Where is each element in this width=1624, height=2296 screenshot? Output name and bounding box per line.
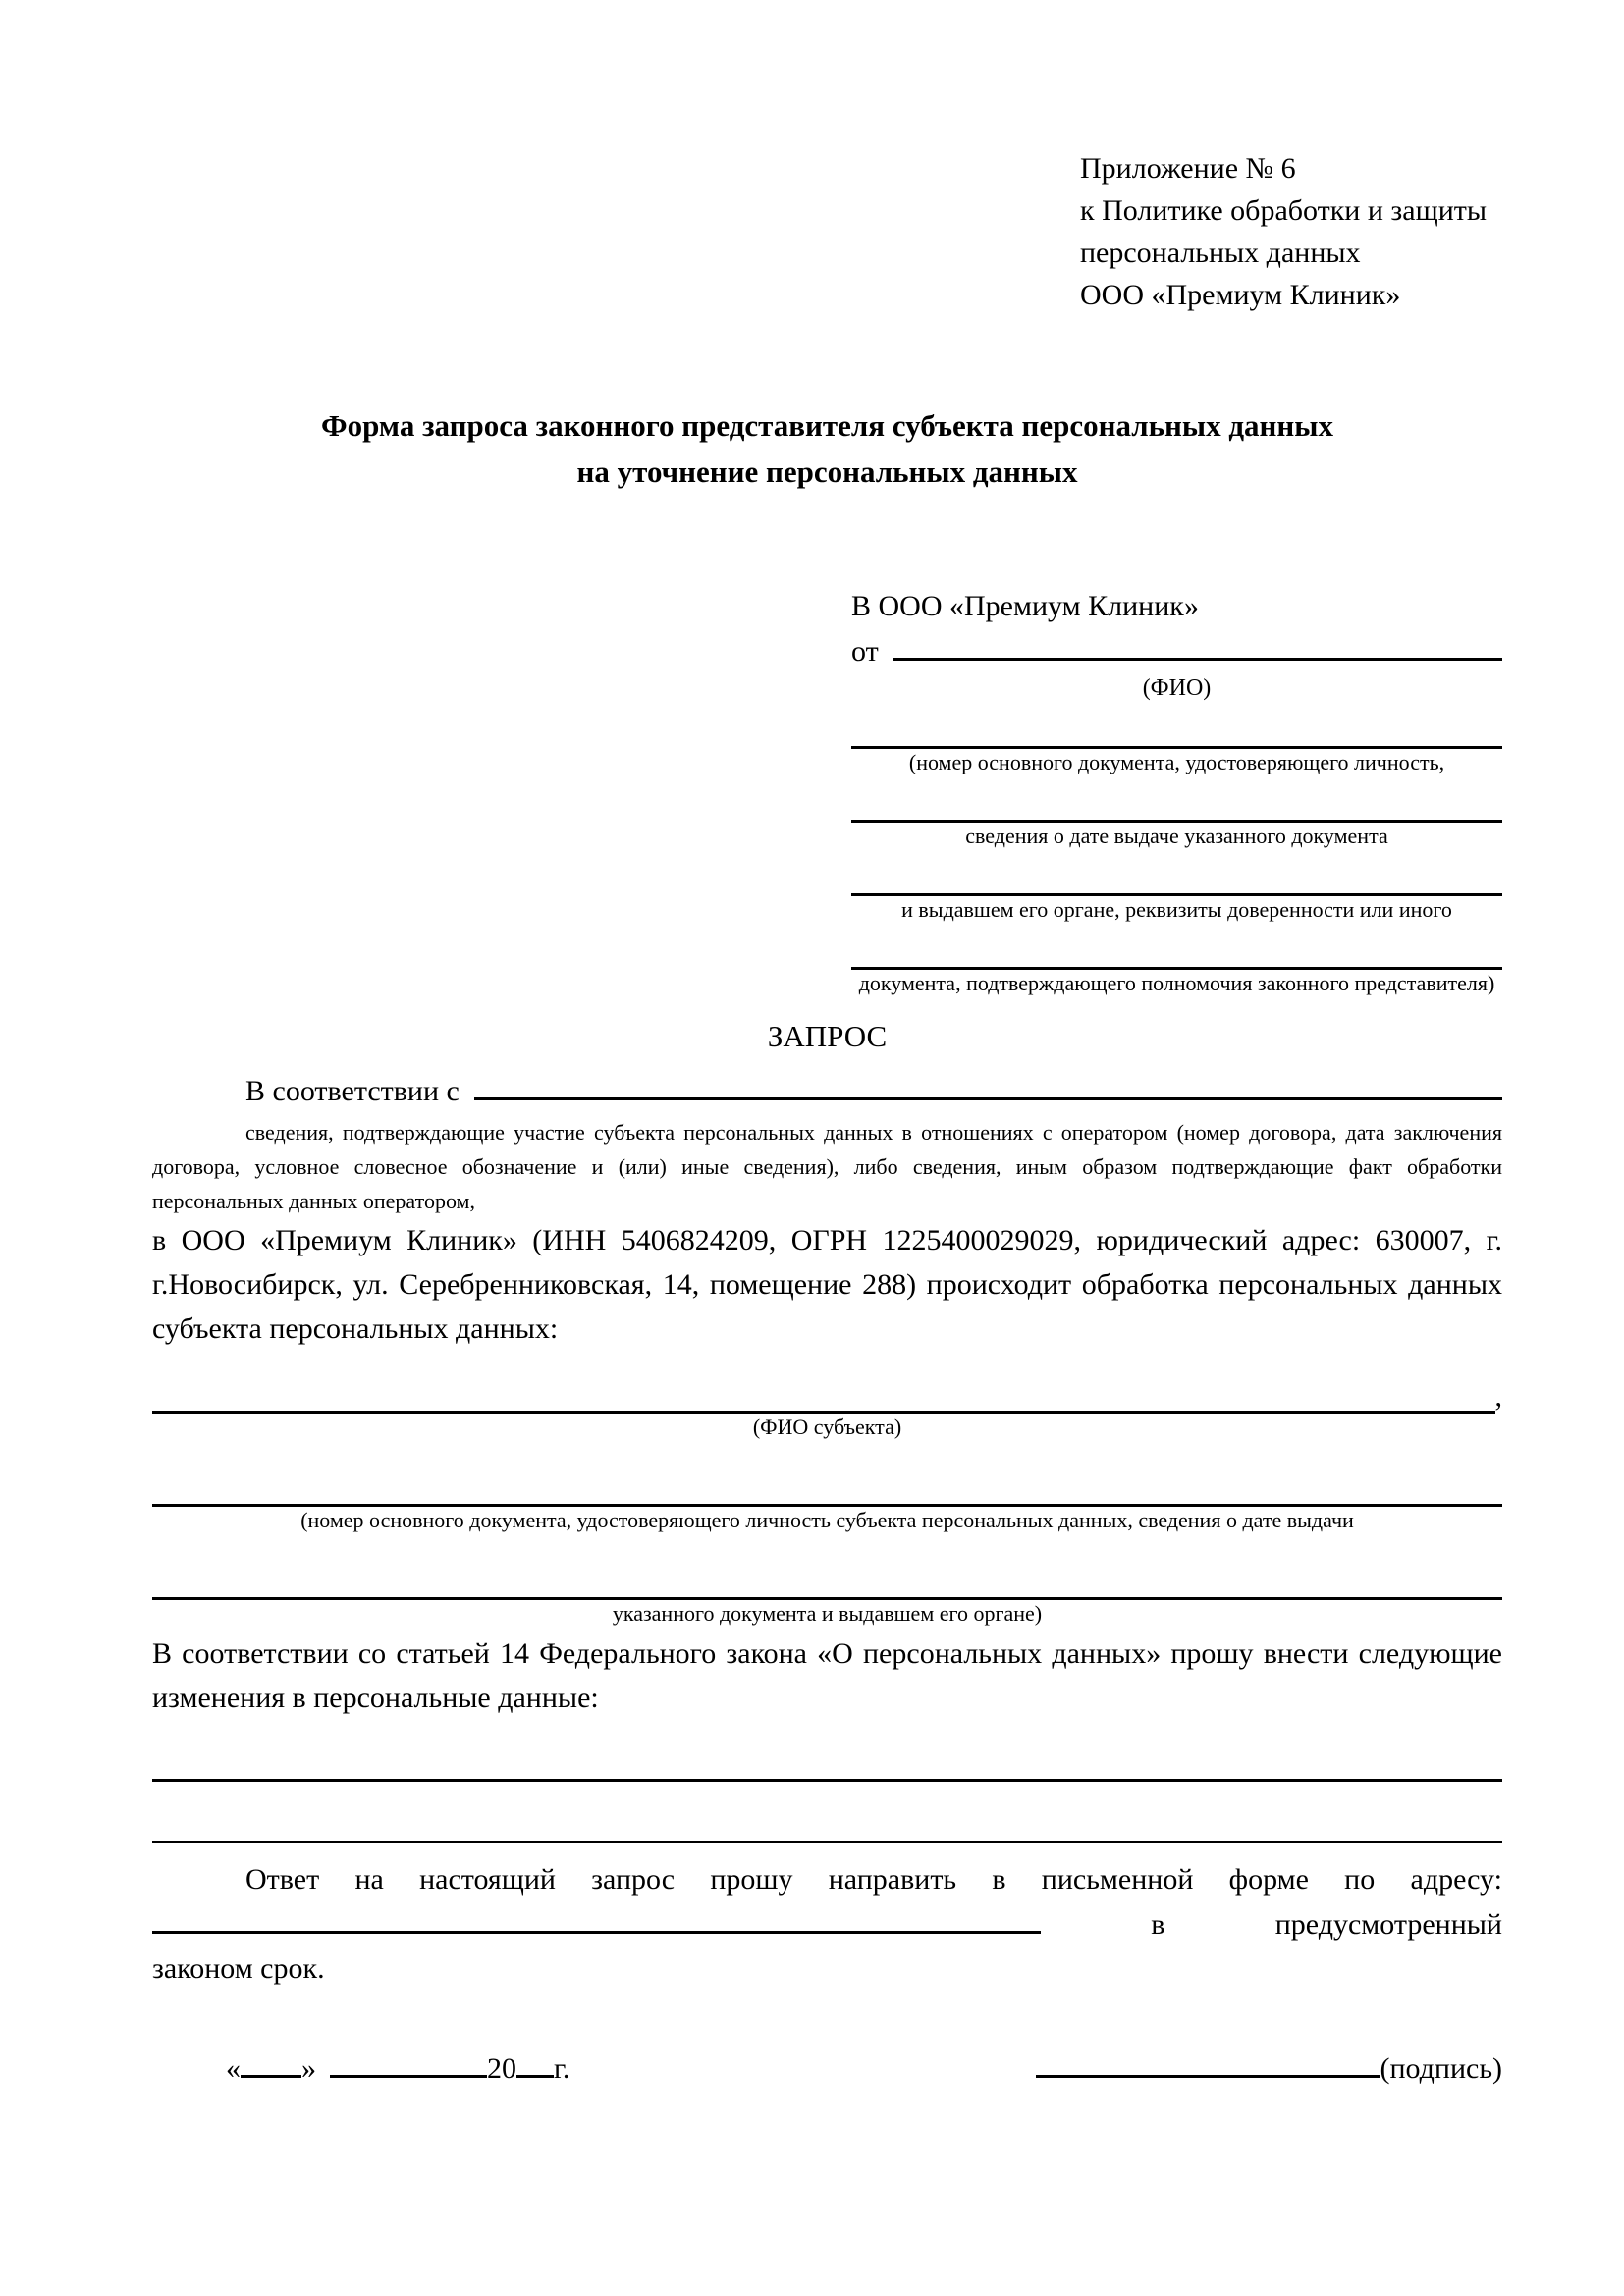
reply-word-term: предусмотренный <box>1274 1908 1502 1941</box>
appendix-line: к Политике обработки и защиты <box>1080 194 1488 227</box>
reply-address-line <box>152 1901 1041 1934</box>
doc-field-caption-2: сведения о дате выдаче указанного документа <box>965 824 1388 848</box>
reply-word-v: в <box>1151 1908 1165 1941</box>
doc-field-caption-1: (номер основного документа, удостоверяющего личность, <box>908 750 1445 774</box>
form-title-line1: Форма запроса законного представителя субъекта персональных данных <box>321 408 1333 443</box>
subject-doc-line-1 <box>152 1482 1502 1507</box>
fio-field-line <box>893 628 1502 661</box>
month-field-line <box>330 2049 487 2078</box>
from-label: от <box>851 635 887 667</box>
basis-caption: сведения, подтверждающие участие субъекта персональных данных в отношениях с оператором (номер договора, дата заключения договора, условное словесное обозначение и (или) иные сведения), либо сведения, иным образом подтверждающие факт обработки персональных данных оператором, <box>152 1120 1502 1213</box>
footer-row <box>152 2048 1502 2091</box>
close-quote: » <box>301 2053 316 2085</box>
form-title <box>152 402 1502 495</box>
doc-field-line-3 <box>851 872 1502 896</box>
doc-field-line-4 <box>851 945 1502 970</box>
addressee-from-row <box>851 628 1502 673</box>
signature-group <box>1036 2048 1502 2091</box>
law-paragraph: В соответствии со статьей 14 Федерального закона «О персональных данных» прошу внести следующие изменения в персональные данные: <box>152 1637 1502 1714</box>
changes-line-1 <box>152 1753 1502 1782</box>
appendix-line: ООО «Премиум Клиник» <box>1080 279 1401 311</box>
appendix-line: персональных данных <box>1080 237 1361 269</box>
form-title-line2: на уточнение персональных данных <box>576 454 1078 489</box>
open-quote: « <box>226 2053 241 2085</box>
date-group <box>226 2048 569 2091</box>
day-field-line <box>241 2049 301 2078</box>
subject-doc-caption-2: указанного документа и выдавшем его органе) <box>612 1601 1043 1626</box>
year-field-line <box>516 2049 554 2078</box>
addressee-to: В ООО «Премиум Клиник» <box>851 590 1199 622</box>
subject-doc-caption-1: (номер основного документа, удостоверяющего личность субъекта персональных данных, сведения о дате выдачи <box>300 1508 1354 1532</box>
changes-line-2 <box>152 1815 1502 1843</box>
doc-field-caption-3: и выдавшем его органе, реквизиты доверенности или иного <box>901 897 1452 922</box>
signature-field-line <box>1036 2049 1380 2078</box>
appendix-block <box>1080 147 1502 316</box>
request-heading: ЗАПРОС <box>767 1019 888 1053</box>
subject-doc-line-2 <box>152 1575 1502 1600</box>
basis-label: В соответствии с <box>245 1075 467 1107</box>
basis-field-line <box>474 1068 1502 1100</box>
subject-fio-row <box>152 1380 1502 1414</box>
reply-tail: законом срок. <box>152 1952 325 1985</box>
appendix-line: Приложение № 6 <box>1080 152 1296 185</box>
doc-field-caption-4: документа, подтверждающего полномочия законного представителя) <box>858 971 1495 995</box>
addressee-block <box>851 585 1502 997</box>
signature-caption: (подпись) <box>1380 2053 1502 2085</box>
trailing-comma: , <box>1494 1380 1502 1413</box>
subject-fio-caption: (ФИО субъекта) <box>752 1415 902 1439</box>
fio-caption: (ФИО) <box>1142 675 1212 701</box>
year-suffix: г. <box>554 2053 570 2085</box>
doc-field-line-2 <box>851 798 1502 823</box>
reply-paragraph: Ответ на настоящий запрос прошу направить в письменной форме по адресу: <box>245 1863 1502 1896</box>
year-prefix: 20 <box>487 2053 516 2085</box>
doc-field-line-1 <box>851 724 1502 749</box>
subject-fio-line <box>152 1381 1495 1414</box>
reply-address-row <box>152 1901 1502 1947</box>
operator-paragraph: в ООО «Премиум Клиник» (ИНН 5406824209, ОГРН 1225400029029, юридический адрес: 630007, г. г.Новосибирск, ул. Серебренниковская, 14, помещение 288) происходит обработка персональных данных субъекта персональных данных: <box>152 1224 1502 1345</box>
basis-row <box>152 1068 1502 1113</box>
